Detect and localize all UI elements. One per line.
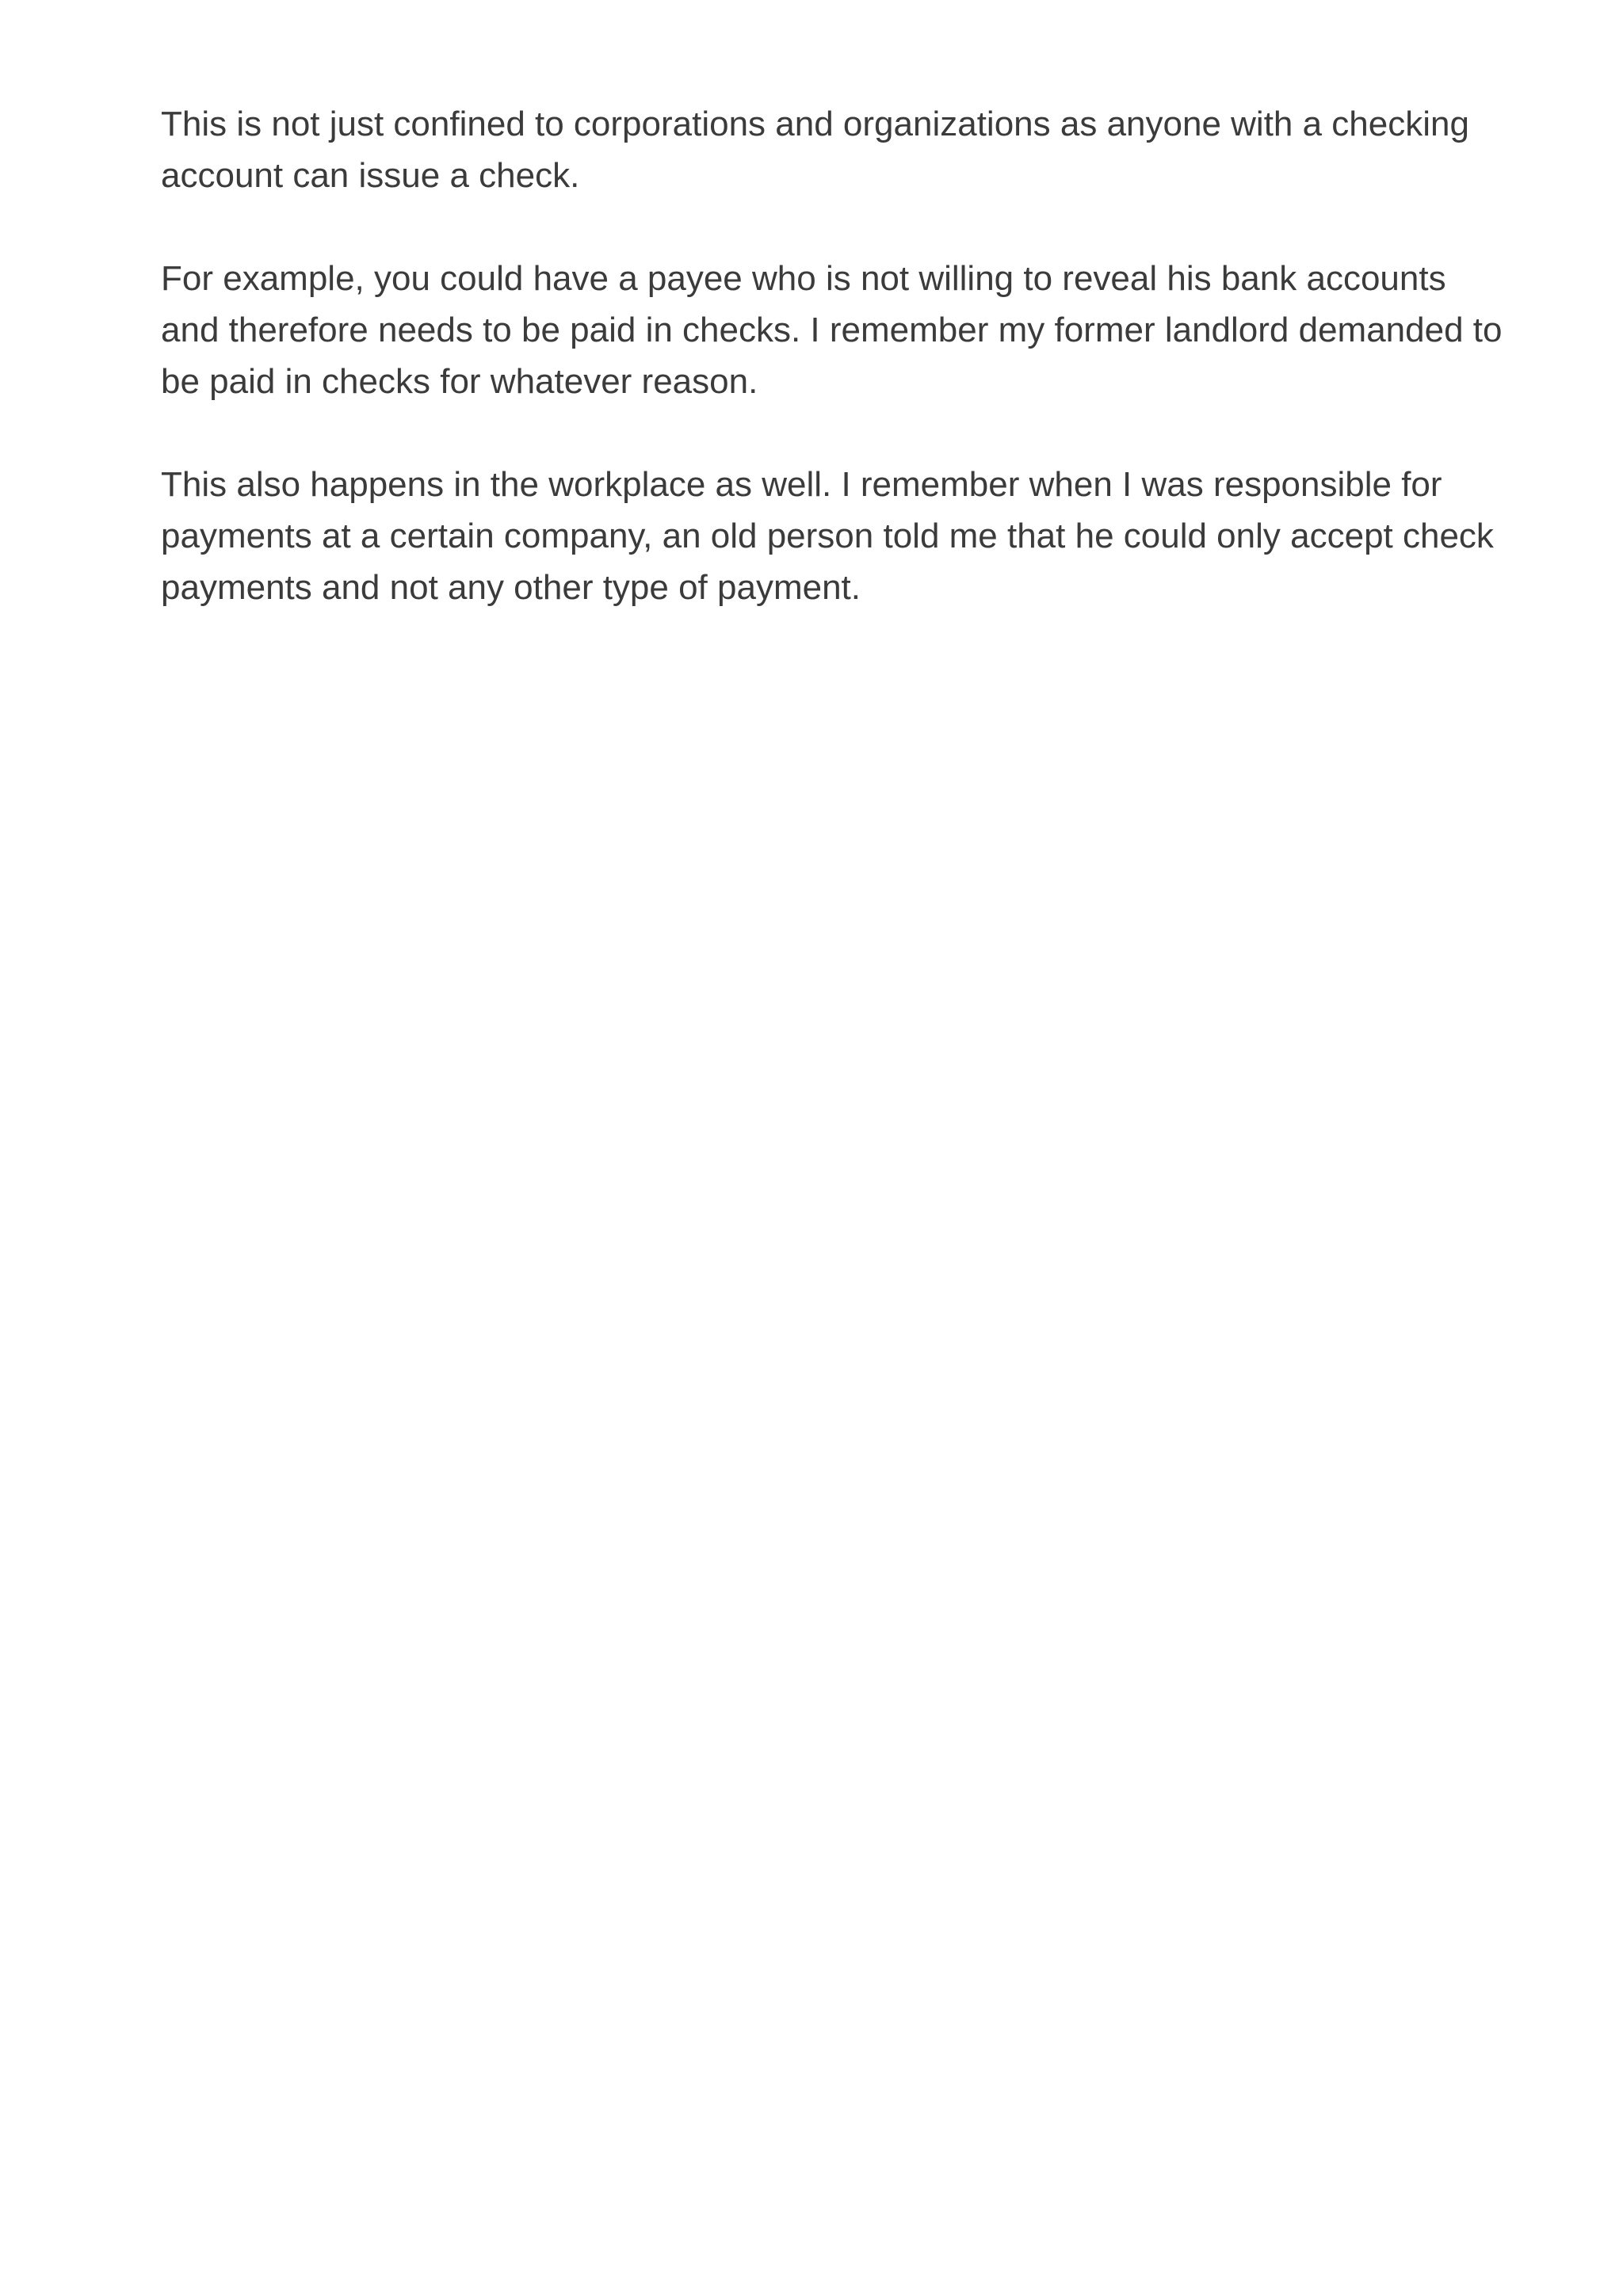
document-body <box>161 98 1508 665</box>
paragraph: For example, you could have a payee who is not willing to reveal his bank accounts and therefore needs to be paid in checks. I remember my former landlord demanded to be paid in checks for whatever reason. <box>161 259 1503 401</box>
paragraph: This is not just confined to corporations and organizations as anyone with a checking account can issue a check. <box>161 105 1469 195</box>
paragraph: This also happens in the workplace as well. I remember when I was responsible for payments at a certain company, an old person told me that he could only accept check payments and not any other type of payment. <box>161 465 1494 607</box>
